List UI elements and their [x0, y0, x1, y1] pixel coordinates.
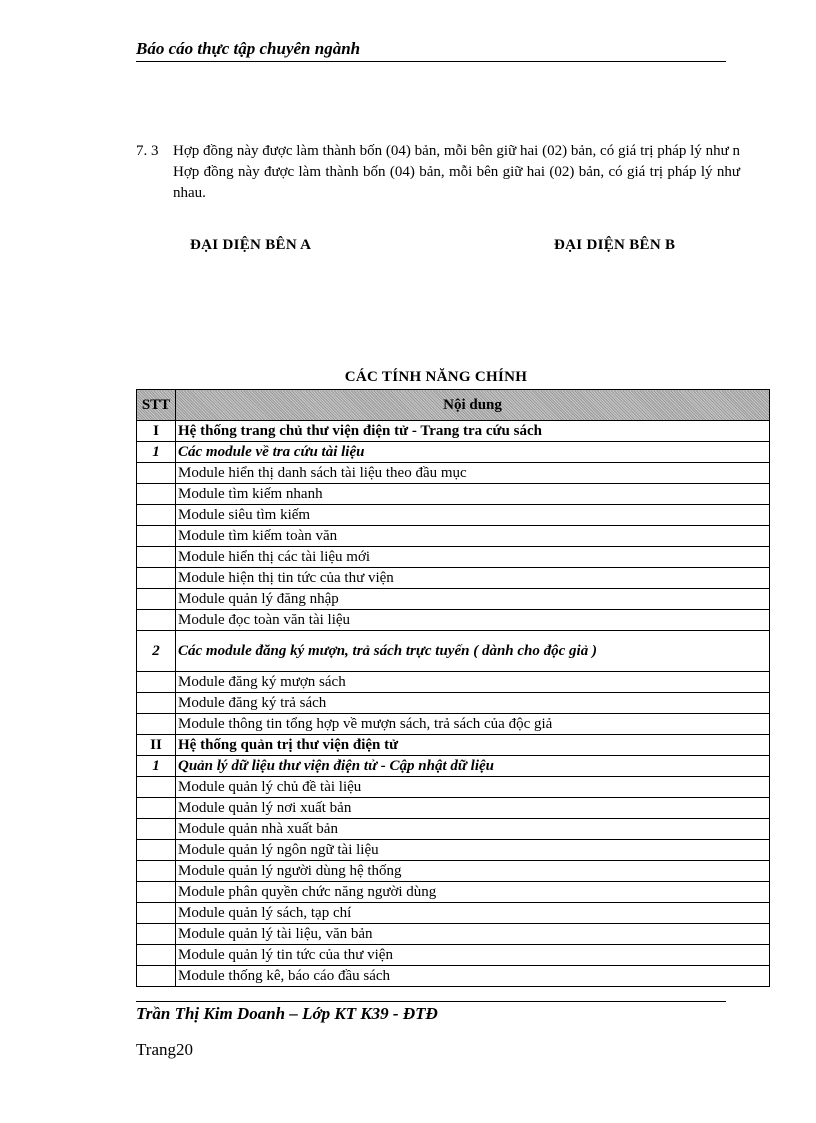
row-content: Các module đăng ký mượn, trả sách trực tuyến ( dành cho độc giả ) — [176, 631, 770, 672]
row-stt — [137, 882, 176, 903]
table-row — [137, 735, 770, 756]
row-stt — [137, 819, 176, 840]
row-stt — [137, 589, 176, 610]
table-row — [137, 777, 770, 798]
table-row — [137, 631, 770, 672]
table-row — [137, 840, 770, 861]
row-stt — [137, 672, 176, 693]
page-header: Báo cáo thực tập chuyên ngành — [136, 38, 726, 62]
table-row — [137, 903, 770, 924]
table-row — [137, 756, 770, 777]
row-content: Module quản nhà xuất bản — [176, 819, 770, 840]
row-content: Hệ thống quản trị thư viện điện tử — [176, 735, 770, 756]
row-content: Module quản lý ngôn ngữ tài liệu — [176, 840, 770, 861]
row-stt — [137, 966, 176, 987]
row-stt — [137, 777, 176, 798]
table-row — [137, 798, 770, 819]
table-row — [137, 442, 770, 463]
row-content: Module đọc toàn văn tài liệu — [176, 610, 770, 631]
table-row — [137, 547, 770, 568]
row-content: Module quản lý sách, tạp chí — [176, 903, 770, 924]
table-row — [137, 819, 770, 840]
row-stt — [137, 526, 176, 547]
row-stt — [137, 484, 176, 505]
row-content: Module hiện thị tin tức của thư viện — [176, 568, 770, 589]
contract-clause — [136, 141, 740, 204]
footer-divider — [136, 1001, 726, 1002]
row-stt — [137, 840, 176, 861]
row-stt — [137, 463, 176, 484]
row-content: Module quản lý tài liệu, văn bản — [176, 924, 770, 945]
row-content: Module quản lý tin tức của thư viện — [176, 945, 770, 966]
table-row — [137, 924, 770, 945]
table-row — [137, 861, 770, 882]
row-content: Module siêu tìm kiếm — [176, 505, 770, 526]
row-content: Module quản lý nơi xuất bản — [176, 798, 770, 819]
table-row — [137, 505, 770, 526]
row-stt — [137, 693, 176, 714]
row-content: Module thông tin tổng hợp về mượn sách, trả sách của độc giả — [176, 714, 770, 735]
features-table — [136, 389, 770, 987]
signature-party-a: ĐẠI DIỆN BÊN A — [190, 237, 312, 253]
row-stt — [137, 714, 176, 735]
row-content: Quản lý dữ liệu thư viện điện tử - Cập nhật dữ liệu — [176, 756, 770, 777]
row-content: Module đăng ký mượn sách — [176, 672, 770, 693]
table-row — [137, 714, 770, 735]
table-row — [137, 589, 770, 610]
table-row — [137, 568, 770, 589]
row-content: Module quản lý chủ đề tài liệu — [176, 777, 770, 798]
row-stt — [137, 798, 176, 819]
row-stt — [137, 945, 176, 966]
row-stt — [137, 903, 176, 924]
table-row — [137, 882, 770, 903]
footer-author: Trần Thị Kim Doanh – Lớp KT K39 - ĐTĐ — [136, 1004, 438, 1023]
table-row — [137, 610, 770, 631]
clause-number: 7. 3 — [136, 143, 159, 159]
table-row — [137, 966, 770, 987]
row-content: Module thống kê, báo cáo đầu sách — [176, 966, 770, 987]
row-content: Các module về tra cứu tài liệu — [176, 442, 770, 463]
row-stt — [137, 547, 176, 568]
table-title: CÁC TÍNH NĂNG CHÍNH — [344, 369, 528, 385]
row-stt: I — [137, 421, 176, 442]
row-stt — [137, 568, 176, 589]
row-stt — [137, 861, 176, 882]
header-content: Nội dung — [176, 390, 770, 421]
row-content: Module hiển thị danh sách tài liệu theo đầu mục — [176, 463, 770, 484]
clause-text: Hợp đồng này được làm thành bốn (04) bản, mỗi bên giữ hai (02) bản, có giá trị pháp lý như n Hợp đồng này được làm thành bốn (04) bản, mỗi bên giữ hai (02) bản, có giá trị pháp lý như nhau. — [173, 143, 740, 201]
row-content: Module hiển thị các tài liệu mới — [176, 547, 770, 568]
row-stt: 1 — [137, 442, 176, 463]
table-header-row — [137, 390, 770, 421]
table-row — [137, 672, 770, 693]
table-row — [137, 484, 770, 505]
row-stt — [137, 505, 176, 526]
row-stt — [137, 610, 176, 631]
row-stt: 2 — [137, 631, 176, 672]
row-content: Module phân quyền chức năng người dùng — [176, 882, 770, 903]
header-stt: STT — [137, 390, 176, 421]
row-content: Hệ thống trang chủ thư viện điện tử - Trang tra cứu sách — [176, 421, 770, 442]
row-content: Module quản lý đăng nhập — [176, 589, 770, 610]
row-content: Module tìm kiếm toàn văn — [176, 526, 770, 547]
table-row — [137, 693, 770, 714]
row-content: Module tìm kiếm nhanh — [176, 484, 770, 505]
signature-party-b: ĐẠI DIỆN BÊN B — [554, 237, 676, 253]
row-content: Module đăng ký trả sách — [176, 693, 770, 714]
table-row — [137, 945, 770, 966]
table-row — [137, 421, 770, 442]
page-number: Trang20 — [136, 1040, 193, 1059]
table-row — [137, 463, 770, 484]
row-stt: II — [137, 735, 176, 756]
row-content: Module quản lý người dùng hệ thống — [176, 861, 770, 882]
row-stt: 1 — [137, 756, 176, 777]
row-stt — [137, 924, 176, 945]
table-row — [137, 526, 770, 547]
